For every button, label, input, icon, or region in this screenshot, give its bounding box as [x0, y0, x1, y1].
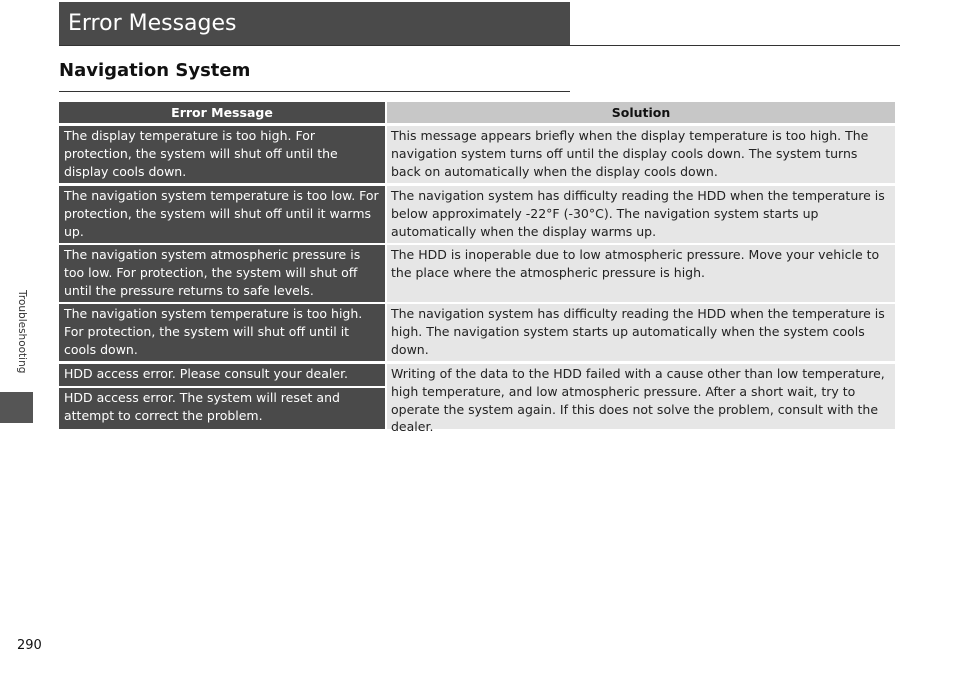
table-row-error: HDD access error. The system will reset and attempt to correct the problem. [59, 388, 385, 429]
title-divider [59, 45, 900, 46]
table-row-error: The display temperature is too high. For protection, the system will shut off until the display cools down. [59, 126, 385, 183]
table-row-solution: The navigation system has difficulty reading the HDD when the temperature is high. The navigation system starts up automatically when the system cools down. [387, 304, 895, 361]
chapter-side-label: Troubleshooting [16, 290, 28, 374]
section-divider [59, 91, 570, 92]
section-title: Navigation System [59, 60, 251, 81]
table-row-error: The navigation system temperature is too low. For protection, the system will shut off until it warms up. [59, 186, 385, 243]
table-row-solution: This message appears briefly when the display temperature is too high. The navigation system turns off until the display cools down. The system turns back on automatically when the display cools down. [387, 126, 895, 183]
header-error-message: Error Message [59, 102, 385, 123]
table-row-error: The navigation system atmospheric pressure is too low. For protection, the system will shut off until the pressure returns to safe levels. [59, 245, 385, 302]
table-row-error: The navigation system temperature is too high. For protection, the system will shut off until it cools down. [59, 304, 385, 361]
page-title: Error Messages [59, 2, 570, 46]
table-row-error: HDD access error. Please consult your dealer. [59, 364, 385, 386]
table-row-solution: Writing of the data to the HDD failed with a cause other than low temperature, high temperature, and low atmospheric pressure. After a short wait, try to operate the system again. If this does not solve the problem, consult with the dealer. [387, 364, 895, 429]
header-solution: Solution [387, 102, 895, 123]
table-row-solution: The navigation system has difficulty reading the HDD when the temperature is below approximately -22°F (-30°C). The navigation system starts up automatically when the display warms up. [387, 186, 895, 243]
page-number: 290 [17, 638, 42, 653]
chapter-tab-marker [0, 392, 33, 423]
table-row-solution: The HDD is inoperable due to low atmospheric pressure. Move your vehicle to the place where the atmospheric pressure is high. [387, 245, 895, 302]
